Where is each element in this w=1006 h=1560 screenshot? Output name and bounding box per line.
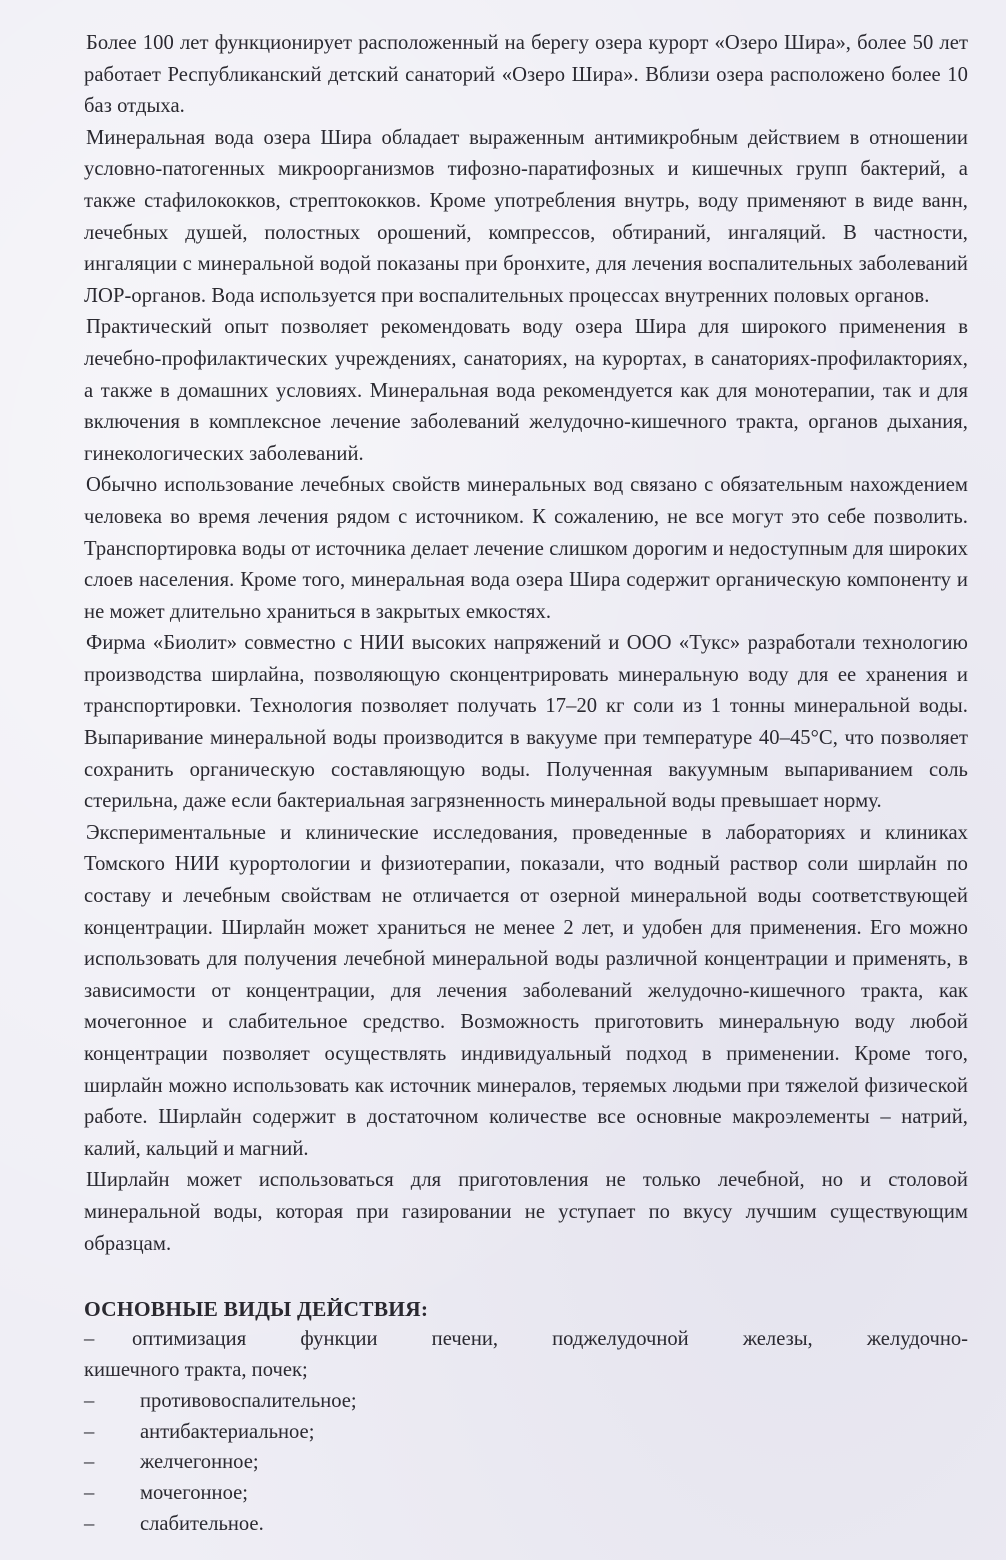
list-dash: – [84,1420,95,1443]
section-heading: ОСНОВНЫЕ ВИДЫ ДЕЙСТВИЯ: [84,1297,429,1322]
list-item-continuation [0,1355,968,1386]
paragraph-5: Фирма «Биолит» совместно с НИИ высоких напряжений и ООО «Тукс» разработали технологию производства ширлайна, позволяющую сконцентрировать минеральную воду для ее хранения и транспортировки. Технология позволяет получать 17–20 кг соли из 1 тонны минеральной воды. Выпаривание минеральной воды производится в вакууме при температуре 40–45°С, что позволяет сохранить органическую составляющую воды. Полученная вакуумным выпариванием соль стерильна, даже если бактериальная загрязненность минеральной воды превышает норму. [84,632,968,813]
list-dash: – [84,1328,95,1351]
list-item [84,1478,968,1509]
paragraph-2: Минеральная вода озера Шира обладает выраженным антимикробным действием в отношении условно-патогенных микроорганизмов тифозно-паратифозных и кишечных групп бактерий, а также стафилококков, стрептококков. Кроме употребления внутрь, воду применяют в виде ванн, лечебных душей, полостных орошений, компрессов, обтираний, ингаляций. В частности, ингаляции с минеральной водой показаны при бронхите, для лечения воспалительных заболеваний ЛОР-органов. Вода используется при воспалительных процессах внутренних половых органов. [84,126,968,307]
paragraph-4: Обычно использование лечебных свойств минеральных вод связано с обязательным нахождением человека во время лечения рядом с источником. К сожалению, не все могут это себе позволить. Транспортировка воды от источника делает лечение слишком дорогим и недоступным для широких слоев населения. Кроме того, минеральная вода озера Шира содержит органическую компоненту и не может длительно храниться в закрытых емкостях. [84,474,968,623]
list-item-text: оптимизация функции печени, поджелудочной железы, желудочно- [132,1328,968,1351]
list-item [84,1324,968,1355]
list-item [84,1417,968,1448]
list-item [84,1509,968,1540]
actions-list [84,1324,968,1540]
list-dash: – [84,1512,95,1535]
list-item [84,1447,968,1478]
paragraph-3: Практический опыт позволяет рекомендовать воду озера Шира для широкого применения в лечебно-профилактических учреждениях, санаториях, на курортах, в санаториях-профилакториях, а также в домашних условиях. Минеральная вода рекомендуется как для монотерапии, так и для включения в комплексное лечение заболеваний желудочно-кишечного тракта, органов дыхания, гинекологических заболеваний. [84,316,968,465]
list-dash: – [84,1389,95,1412]
list-item-text: слабительное. [140,1512,264,1535]
paragraph-6: Экспериментальные и клинические исследования, проведенные в лабораториях и клиниках Томского НИИ курортологии и физиотерапии, показали, что водный раствор соли ширлайн по составу и лечебным свойствам не отличается от озерной минеральной воды соответствующей концентрации. Ширлайн может храниться не менее 2 лет, и удобен для применения. Его можно использовать для получения лечебной минеральной воды различной концентрации и применять, в зависимости от концентрации, для лечения заболеваний желудочно-кишечного тракта, как мочегонное и слабительное средство. Возможность приготовить минеральную воду любой концентрации позволяет осуществлять индивидуальный подход в применении. Кроме того, ширлайн можно использовать как источник минералов, теряемых людьми при тяжелой физической работе. Ширлайн содержит в достаточном количестве все основные макроэлементы – натрий, калий, кальций и магний. [84,821,968,1160]
paragraph-1: Более 100 лет функционирует расположенный на берегу озера курорт «Озеро Шира», более 50 лет работает Республиканский детский санаторий «Озеро Шира». Вблизи озера расположено более 10 баз отдыха. [84,32,968,118]
list-item [84,1386,968,1417]
list-item-text: кишечного тракта, почек; [84,1358,308,1381]
list-item-text: противовоспалительное; [140,1389,357,1412]
list-dash: – [84,1482,95,1505]
list-item-text: мочегонное; [140,1482,248,1505]
list-item-text: антибактериальное; [140,1420,315,1443]
paragraph-7: Ширлайн может использоваться для приготовления не только лечебной, но и столовой минеральной воды, которая при газировании не уступает по вкусу лучшим существующим образцам. [84,1169,968,1255]
list-item-text: желчегонное; [140,1451,259,1474]
list-dash: – [84,1451,95,1474]
